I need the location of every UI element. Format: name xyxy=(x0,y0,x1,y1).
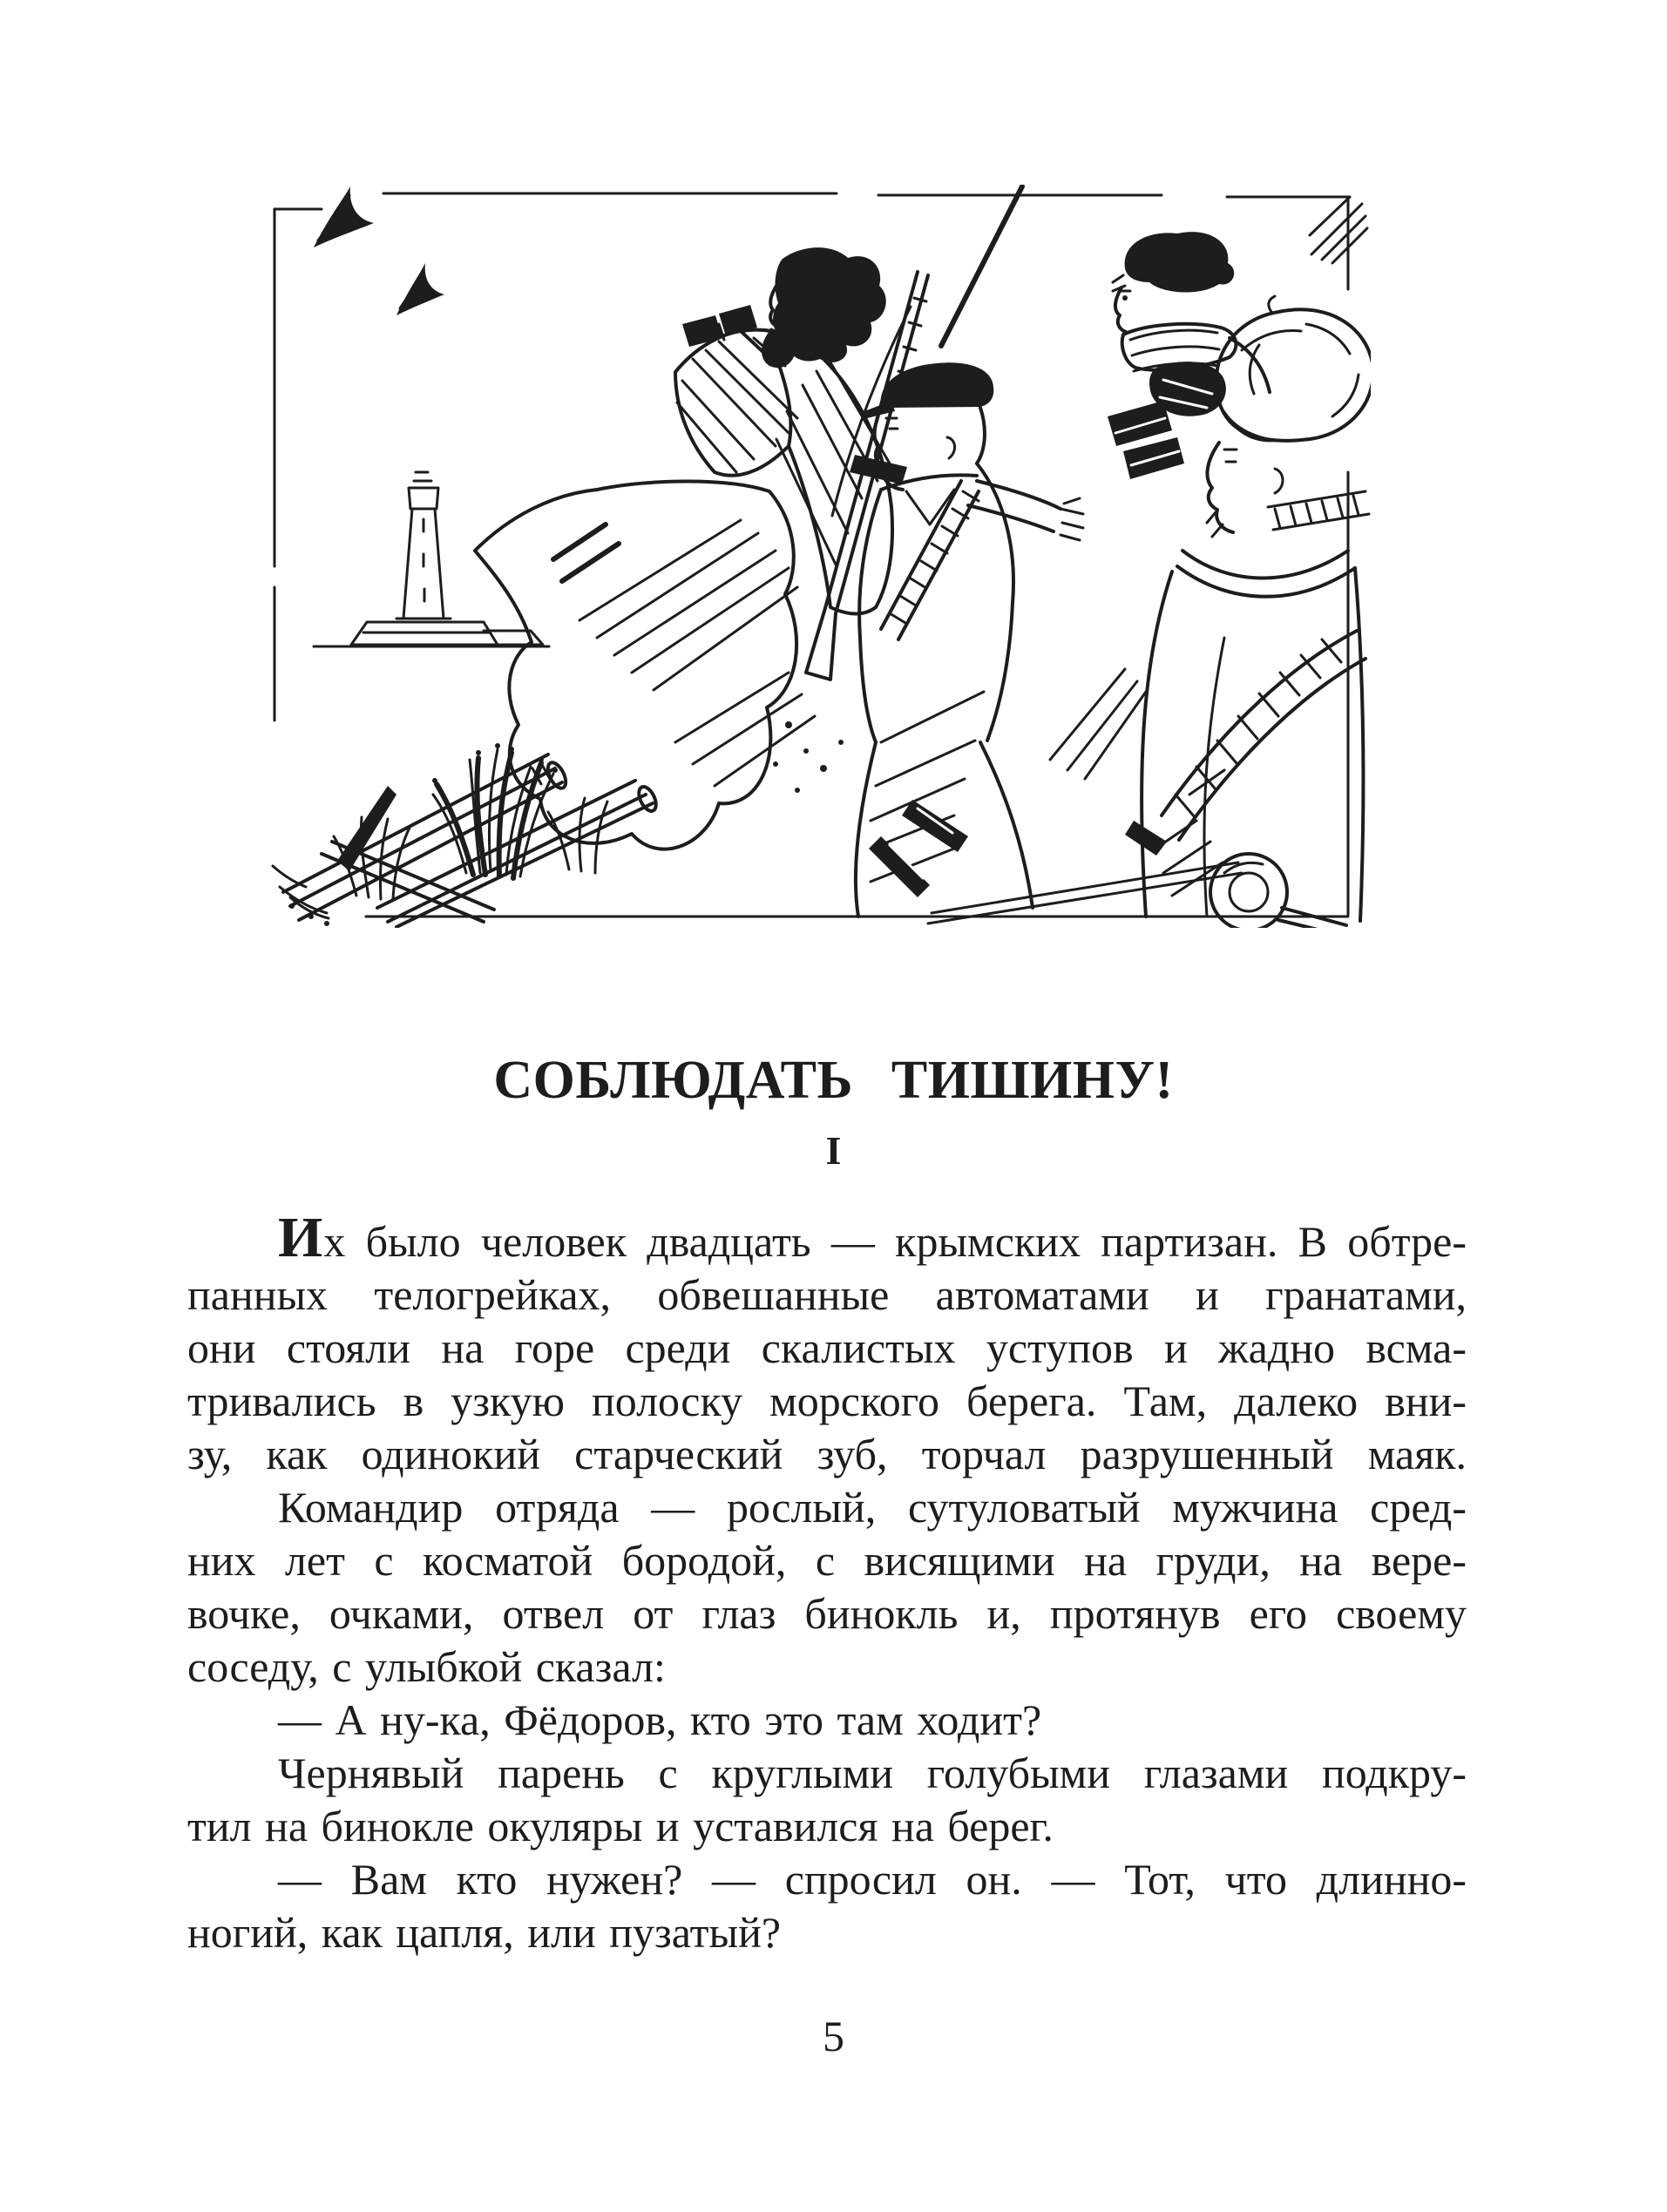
fallen-timber xyxy=(273,754,660,927)
gun-stocks xyxy=(869,800,1242,923)
text-line: Командир отряда — рослый, сутуловатый мужчина сред- xyxy=(278,1483,1467,1532)
cartridge-bandolier xyxy=(1162,631,1365,840)
text-line: них лет с косматой бородой, с висящими на груди, на вере- xyxy=(187,1536,1467,1585)
text-line: тривались в узкую полоску морского берега. Там, далеко вни- xyxy=(187,1377,1467,1425)
text-line: ногий, как цапля, или пузатый? xyxy=(187,1908,782,1957)
text-block xyxy=(187,1206,1467,1959)
seagulls-icon xyxy=(314,186,444,315)
boy-in-cap xyxy=(1108,232,1270,479)
text-line: — Вам кто нужен? — спросил он. — Тот, что длинно- xyxy=(278,1855,1467,1904)
illustration xyxy=(266,185,1371,928)
text-line xyxy=(187,1206,1467,1269)
text-line: вочке, очками, отвел от глаз бинокль и, протянув его своему xyxy=(187,1589,1467,1638)
chapter-title: СОБЛЮДАТЬ ТИШИНУ! xyxy=(493,1051,1174,1110)
text-line: зу, как одинокий старческий зуб, торчал разрушенный маяк. xyxy=(187,1430,1467,1478)
binoculars-icon xyxy=(682,315,722,347)
partisan-with-binoculars xyxy=(675,247,892,613)
text-line-part: х было человек двадцать — крымских партизан. В обтре- xyxy=(323,1217,1467,1266)
text-line: панных телогрейках, обвешанные автоматами и гранатами, xyxy=(187,1270,1467,1319)
chapter-number: I xyxy=(825,1128,842,1173)
text-line: Чернявый парень с круглыми голубыми глазами подкру- xyxy=(278,1749,1467,1797)
lighthouse xyxy=(314,472,549,646)
text-line: соседу, с улыбкой сказал: xyxy=(187,1642,666,1691)
text-line: — А ну-ка, Фёдоров, кто это там ходит? xyxy=(278,1695,1042,1744)
page-number: 5 xyxy=(823,2012,844,2060)
illustration-drawing xyxy=(266,185,1371,928)
text-line: они стояли на горе среди скалистых уступов и жадно всма- xyxy=(187,1323,1467,1372)
papakha-hat xyxy=(1216,309,1371,441)
lead-initial: И xyxy=(278,1206,324,1269)
text-line: тил на бинокле окуляры и уставился на берег. xyxy=(187,1802,1054,1850)
